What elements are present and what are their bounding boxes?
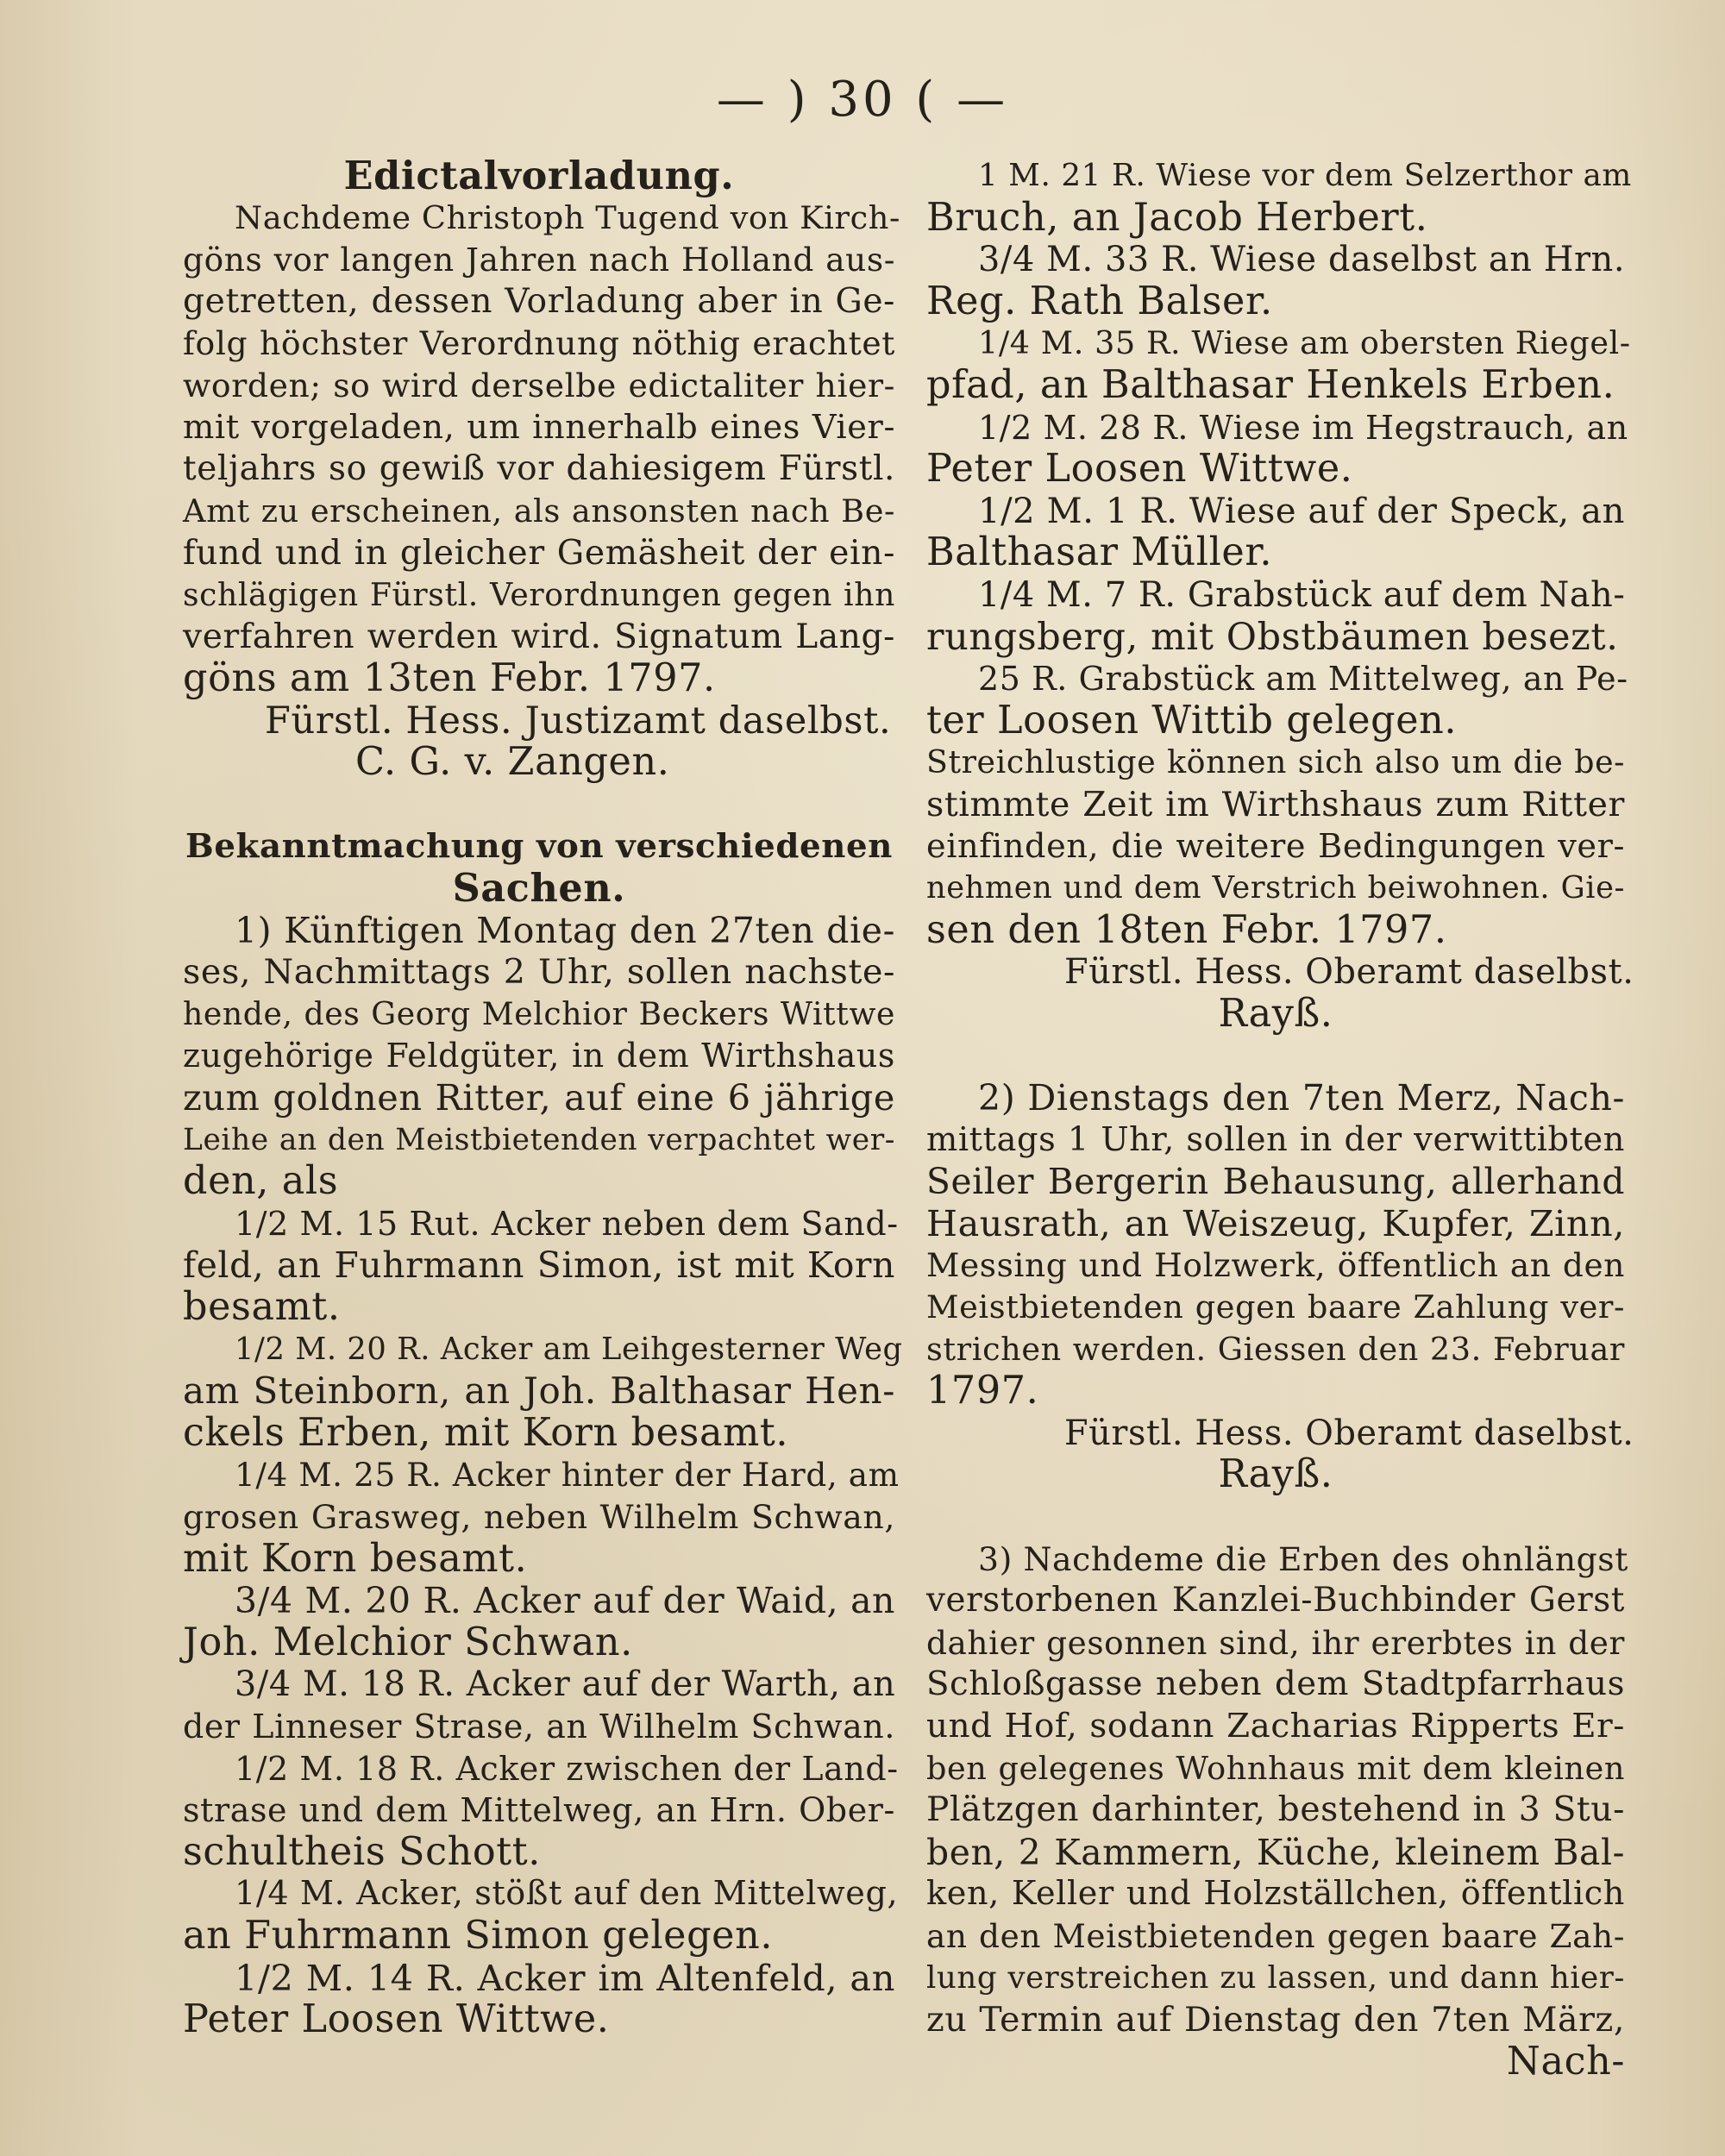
text-line: folg höchster Verordnung nöthig erachtet	[183, 324, 895, 363]
text-line: am Steinborn, an Joh. Balthasar Hen-	[183, 1369, 895, 1413]
text-line: strase und dem Mittelweg, an Hrn. Ober-	[183, 1791, 895, 1830]
text-line: 1/2 M. 15 Rut. Acker neben dem Sand-	[235, 1204, 899, 1243]
text-line: ses, Nachmittags 2 Uhr, sollen nachste-	[183, 952, 895, 993]
text-line: 1) Künftigen Montag den 27ten die-	[235, 909, 895, 951]
right-column	[926, 155, 1634, 2084]
text-line: Sachen.	[452, 866, 626, 912]
text-line: getretten, dessen Vorladung aber in Ge-	[183, 281, 895, 321]
page-header: — ) 30 ( —	[716, 72, 1009, 128]
text-line: grosen Grasweg, neben Wilhelm Schwan,	[183, 1498, 895, 1536]
text-line: 1/4 M. Acker, stößt auf den Mittelweg,	[235, 1875, 899, 1914]
text-line: verfahren werden wird. Signatum Lang-	[183, 617, 895, 656]
text-line: nehmen und dem Verstrich beiwohnen. Gie-	[926, 870, 1625, 906]
text-line: Peter Loosen Wittwe.	[926, 447, 1353, 492]
text-line: ben, 2 Kammern, Küche, kleinem Bal-	[926, 1831, 1625, 1873]
text-line: an den Meistbietenden gegen baare Zah-	[926, 1916, 1625, 1955]
text-line: Streichlustige können sich also um die be-	[926, 743, 1625, 781]
text-line: strichen werden. Giessen den 23. Februar	[926, 1330, 1625, 1368]
text-line: Balthasar Müller.	[926, 530, 1273, 575]
text-line: Bekanntmachung von verschiedenen	[185, 826, 893, 866]
text-line: 1/4 M. 7 R. Grabstück auf dem Nah-	[978, 574, 1626, 615]
text-line: ter Loosen Wittib gelegen.	[926, 698, 1458, 743]
text-line: Fürstl. Hess. Oberamt daselbst.	[1064, 952, 1634, 993]
text-line: der Linneser Strase, an Wilhelm Schwan.	[183, 1707, 895, 1745]
text-line: ben gelegenes Wohnhaus mit dem kleinen	[926, 1749, 1625, 1787]
text-line: 1/2 M. 1 R. Wiese auf der Speck, an	[978, 491, 1625, 531]
text-line: zu Termin auf Dienstag den 7ten März,	[926, 2000, 1625, 2040]
text-line: Rayß.	[1218, 1452, 1333, 1497]
text-line: verstorbenen Kanzlei-Buchbinder Gerst	[926, 1581, 1625, 1620]
text-line: mit Korn besamt.	[183, 1536, 528, 1581]
text-line: feld, an Fuhrmann Simon, ist mit Korn	[183, 1244, 895, 1287]
text-line: 1797.	[926, 1369, 1039, 1413]
text-line: 1/4 M. 25 R. Acker hinter der Hard, am	[235, 1456, 900, 1495]
text-line: Leihe an den Meistbietenden verpachtet wer-	[183, 1122, 895, 1157]
text-line: mit vorgeladen, um innerhalb eines Vier-	[183, 407, 895, 447]
text-line	[926, 1035, 1625, 1077]
text-line: Seiler Bergerin Behausung, allerhand	[926, 1161, 1625, 1203]
text-line: 1 M. 21 R. Wiese vor dem Selzerthor am	[978, 158, 1632, 193]
text-line: schlägigen Fürstl. Verordnungen gegen ihn	[183, 575, 895, 613]
text-line: Nachdeme Christoph Tugend von Kirch-	[235, 198, 900, 236]
text-line: Joh. Melchior Schwan.	[183, 1620, 633, 1664]
text-line: Peter Loosen Wittwe.	[183, 1997, 610, 2042]
text-line: pfad, an Balthasar Henkels Erben.	[926, 362, 1615, 407]
text-line: Plätzgen darhinter, bestehend in 3 Stu-	[926, 1790, 1625, 1830]
text-line: Rayß.	[1218, 991, 1333, 1036]
text-line: fund und in gleicher Gemäsheit der ein-	[183, 533, 895, 573]
text-line: Hausrath, an Weiszeug, Kupfer, Zinn,	[926, 1202, 1625, 1244]
text-line: hende, des Georg Melchior Beckers Wittwe	[183, 994, 895, 1032]
text-line: 3) Nachdeme die Erben des ohnlängst	[978, 1539, 1628, 1578]
text-line: 25 R. Grabstück am Mittelweg, an Pe-	[978, 660, 1628, 699]
text-line: zum goldnen Ritter, auf eine 6 jährige	[183, 1077, 895, 1119]
text-line: Amt zu erscheinen, als ansonsten nach Be-	[183, 492, 895, 530]
text-line: worden; so wird derselbe edictaliter hier-	[183, 366, 895, 404]
text-line: 3/4 M. 33 R. Wiese daselbst an Hrn.	[978, 240, 1626, 280]
text-line: ken, Keller und Holzställchen, öffentlich	[926, 1875, 1625, 1914]
text-line: Schloßgasse neben dem Stadtpfarrhaus	[926, 1664, 1625, 1704]
text-line: göns vor langen Jahren nach Holland aus-	[183, 241, 895, 279]
text-line: 1/4 M. 35 R. Wiese am obersten Riegel-	[978, 324, 1631, 362]
text-line: Nach-	[1506, 2039, 1625, 2084]
text-line: Fürstl. Hess. Oberamt daselbst.	[1064, 1413, 1634, 1453]
text-line: besamt.	[183, 1285, 341, 1330]
text-line: 1/2 M. 14 R. Acker im Altenfeld, an	[235, 1957, 895, 1999]
text-line: 1/2 M. 28 R. Wiese im Hegstrauch, an	[978, 408, 1628, 447]
left-column	[183, 154, 903, 2042]
text-line: sen den 18ten Febr. 1797.	[926, 907, 1447, 952]
text-line: Edictalvorladung.	[343, 154, 735, 198]
text-line: schultheis Schott.	[183, 1829, 541, 1874]
text-line: ckels Erben, mit Korn besamt.	[183, 1410, 789, 1455]
text-line: einfinden, die weitere Bedingungen ver-	[926, 827, 1625, 866]
text-line: stimmte Zeit im Wirthshaus zum Ritter	[926, 784, 1625, 824]
text-line: C. G. v. Zangen.	[355, 740, 670, 785]
text-line: 2) Dienstags den 7ten Merz, Nach-	[978, 1077, 1625, 1119]
text-line: mittags 1 Uhr, sollen in der verwittibten	[926, 1120, 1625, 1159]
text-line: göns am 13ten Febr. 1797.	[183, 656, 716, 701]
text-line: dahier gesonnen sind, ihr ererbtes in der	[926, 1623, 1625, 1662]
text-line: und Hof, sodann Zacharias Ripperts Er-	[926, 1706, 1625, 1745]
text-line: den, als	[183, 1159, 339, 1204]
text-line: an Fuhrmann Simon gelegen.	[183, 1913, 774, 1958]
text-line	[926, 1496, 1625, 1539]
text-line: Meistbietenden gegen baare Zahlung ver-	[926, 1288, 1625, 1326]
text-line: 3/4 M. 20 R. Acker auf der Waid, an	[235, 1580, 895, 1622]
text-line: lung verstreichen zu lassen, und dann hier-	[926, 1959, 1625, 1996]
text-line: Messing und Holzwerk, öffentlich an den	[926, 1246, 1625, 1285]
text-line	[183, 784, 895, 826]
text-line: 1/2 M. 20 R. Acker am Leihgesterner Weg	[235, 1331, 903, 1367]
text-line: Fürstl. Hess. Justizamt daselbst.	[265, 699, 892, 743]
text-line: Reg. Rath Balser.	[926, 279, 1273, 323]
text-line: Bruch, an Jacob Herbert.	[926, 195, 1428, 240]
text-line: rungsberg, mit Obstbäumen besezt.	[926, 615, 1619, 659]
text-line: 1/2 M. 18 R. Acker zwischen der Land-	[235, 1749, 899, 1788]
text-line: 3/4 M. 18 R. Acker auf der Warth, an	[235, 1664, 896, 1705]
text-line: teljahrs so gewiß vor dahiesigem Fürstl.	[183, 449, 895, 489]
text-line: zugehörige Feldgüter, in dem Wirthshaus	[183, 1037, 895, 1075]
